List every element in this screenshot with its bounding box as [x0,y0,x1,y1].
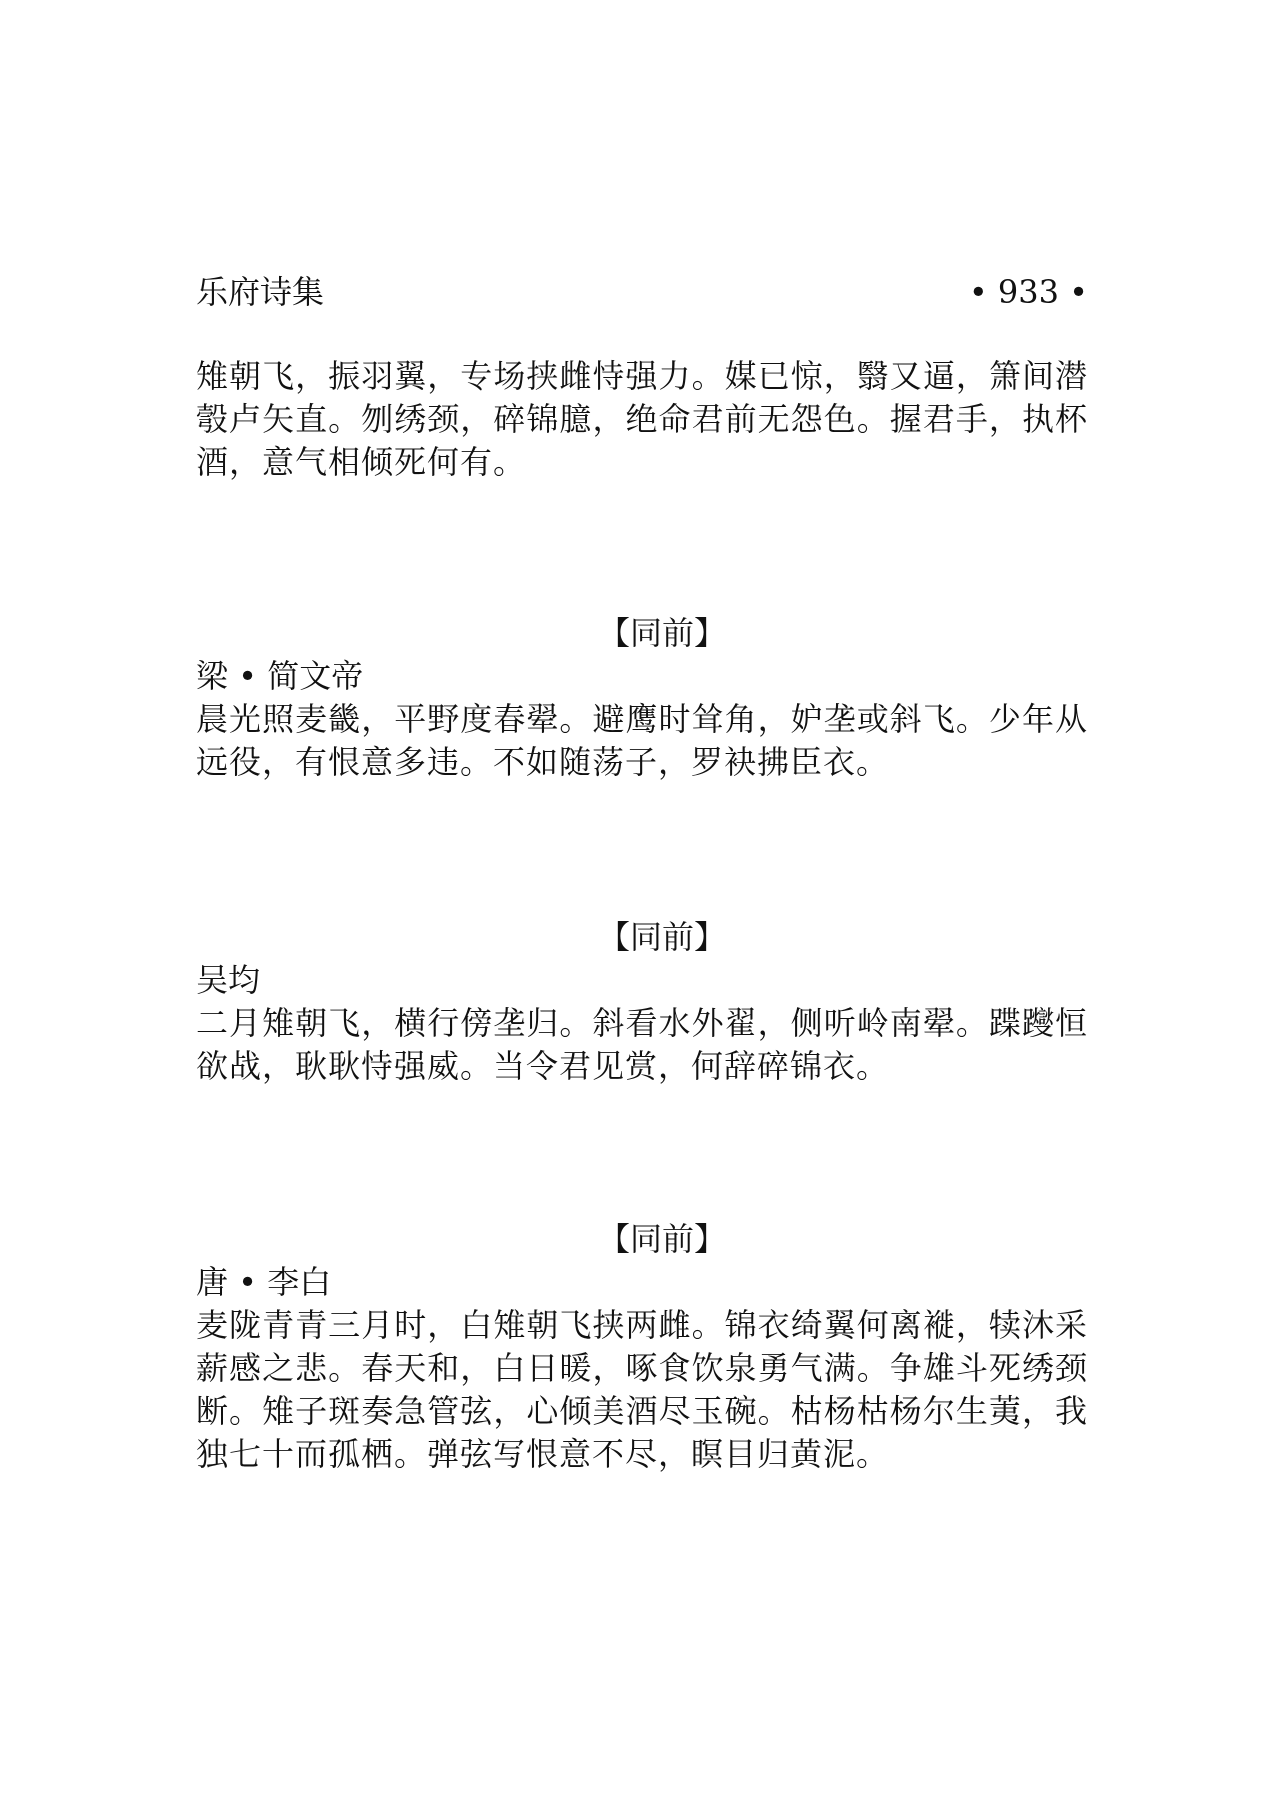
poem-author: 梁 • 简文帝 [196,657,364,695]
book-title: 乐府诗集 [196,273,325,311]
poem-text: 雉朝飞，振羽翼，专场挟雌恃强力。媒已惊，翳又逼，箫间潜彀卢矢直。刎绣颈，碎锦臆，绝命君前无怨色。握君手，执杯酒，意气相倾死何有。 [196,357,1088,481]
poem-text: 麦陇青青三月时，白雉朝飞挟两雌。锦衣绮翼何离褷，犊沐采薪感之悲。春天和，白日暖，啄食饮泉勇气满。争雄斗死绣颈断。雉子斑奏急管弦，心倾美酒尽玉碗。枯杨枯杨尔生荑，我独七十而孤栖。弹弦写恨意不尽，瞑目归黄泥。 [196,1306,1088,1473]
document-page [196,0,1088,1795]
poem-section-3 [196,1218,1088,1476]
poem-section-1 [196,612,1088,784]
poem-section-2 [196,916,1088,1088]
poem-text: 二月雉朝飞，横行傍垄归。斜看水外翟，侧听岭南翚。蹀躞恒欲战，耿耿恃强威。当令君见赏，何辞碎锦衣。 [196,1004,1088,1085]
page-header [196,268,1088,316]
poem-author: 吴均 [196,961,261,999]
section-title: 【同前】 [597,1220,726,1258]
opening-poem [196,355,1088,484]
poem-text: 晨光照麦畿，平野度春翚。避鹰时耸角，妒垄或斜飞。少年从远役，有恨意多违。不如随荡子，罗袂拂臣衣。 [196,700,1088,781]
poem-author: 唐 • 李白 [196,1263,332,1301]
section-title: 【同前】 [597,614,726,652]
page-number: • 933 • [968,273,1088,311]
section-title: 【同前】 [597,918,726,956]
